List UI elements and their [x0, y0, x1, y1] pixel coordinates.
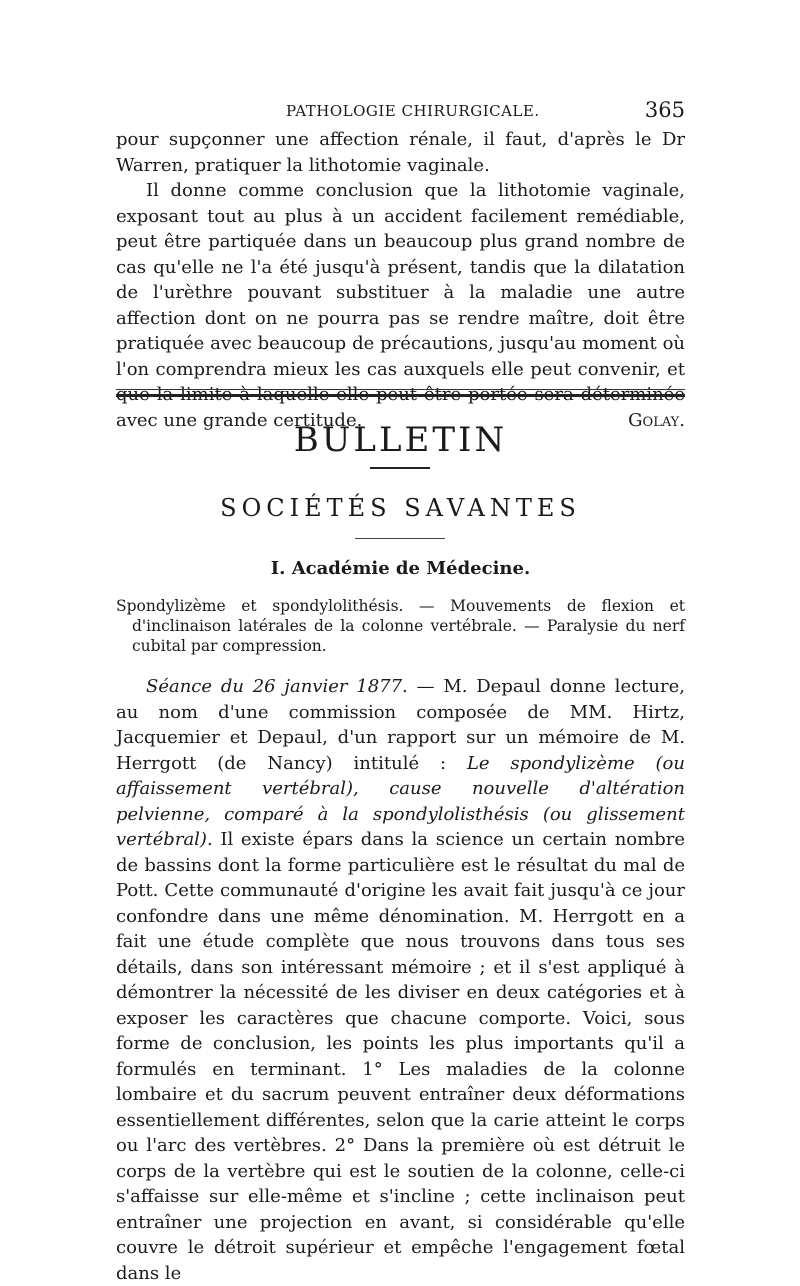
author-signature: Golay. — [628, 409, 685, 431]
ornament-divider — [370, 467, 430, 469]
bulletin-title: BULLETIN — [293, 420, 508, 460]
session-summary: Spondylizème et spondylolithésis. — Mouvements de flexion et d'inclinaison latérales de la colonne vertébrale. — Paralysie du nerf cubital par compression. — [116, 597, 685, 655]
paragraph-continuation: pour supçonner une affection rénale, il faut, d'après le Dr Warren, pratiquer la lithotomie vaginale. — [116, 129, 685, 176]
paragraph-seance — [116, 674, 685, 1286]
page-number: 365 — [644, 98, 685, 122]
seance-body: Il existe épars dans la science un certain nombre de bassins dont la forme particulière est le résultat du mal de Pott. Cette communauté d'origine les avait fait jusqu'à ce jour confondre dans une même dénomination. M. Herrgott en a fait une étude complète que nous trouvons dans tous ses détails, dans son intéressant mémoire ; et il s'est appliqué à démontrer la nécessité de les diviser en deux catégories et à exposer les caractères que chacune comporte. Voici, sous forme de conclusion, les points les plus importants qu'il a formulés en terminant. 1° Les maladies de la colonne lombaire et du sacrum peuvent entraîner deux déformations essentiellement différentes, selon que la carie atteint le corps ou l'arc des vertèbres. 2° Dans la première où est détruit le corps de la vertèbre qui est le soutien de la colonne, celle-ci s'affaisse sur elle-même et s'incline ; cette inclinaison peut entraîner une projection en avant, si considérable qu'elle couvre le détroit supérieur et empêche l'engagement fœtal dans le — [116, 829, 685, 1284]
page-header — [116, 100, 685, 124]
memoir-title: Le spondylizème (ou affaissement vertébral), cause nouvelle d'altération pelvienne, comparé à la spondylolisthésis (ou glissement vertébral). — [116, 752, 685, 850]
section-divider — [116, 389, 685, 397]
section-heading: I. Académie de Médecine. — [270, 558, 531, 579]
bulletin-subtitle: SOCIÉTÉS SAVANTES — [220, 494, 581, 522]
seance-date: Séance du 26 janvier 1877. — [146, 676, 408, 697]
running-title: PATHOLOGIE CHIRURGICALE. — [286, 102, 540, 120]
paragraph-conclusion-text: Il donne comme conclusion que la lithotomie vaginale, exposant tout au plus à un accident facilement remédiable, peut être partiquée dans un beaucoup plus grand nombre de cas qu'elle ne l'a été jusqu'à présent, tandis que la dilatation de l'urèthre pouvant substituer à la maladie une autre affection dont on ne pourra pas se rendre maître, doit être pratiquée avec beaucoup de précautions, jusqu'au moment où l'on comprendra mieux les cas auxquels elle peut convenir, et que la limite à laquelle elle peut être portée sera déterminée avec une grande certitude. — [116, 180, 685, 431]
short-divider — [355, 538, 445, 539]
seance-lead: — M. Depaul donne lecture, au nom d'une commission composée de MM. Hirtz, Jacquemier et Depaul, d'un rapport sur un mémoire de M. Herrgott (de Nancy) intitulé : — [116, 676, 685, 774]
